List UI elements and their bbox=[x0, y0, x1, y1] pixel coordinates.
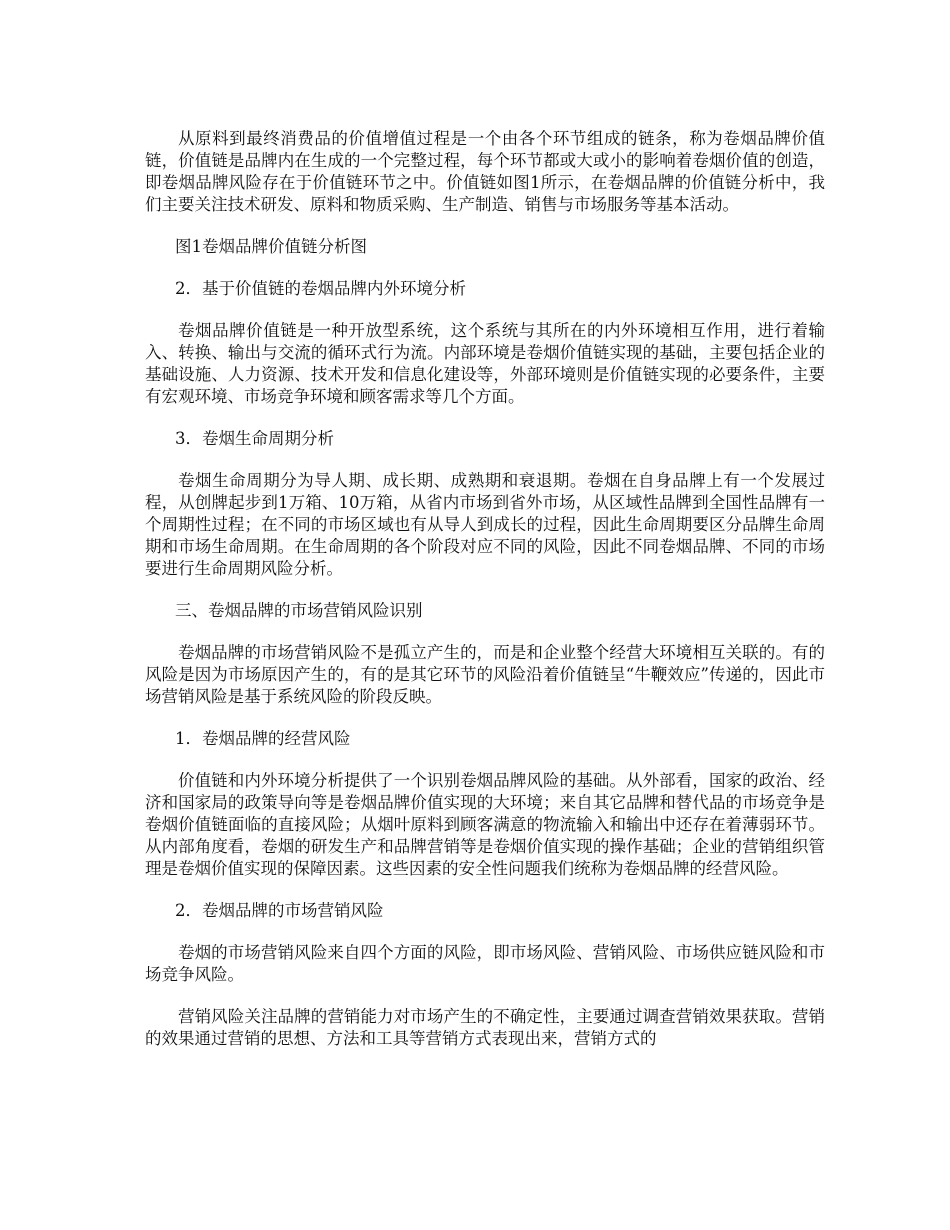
paragraph-marketing-risk: 卷烟的市场营销风险来自四个方面的风险，即市场风险、营销风险、市场供应链风险和市场竞争风险。 bbox=[145, 943, 825, 984]
figure-caption: 图1卷烟品牌价值链分析图 bbox=[175, 237, 367, 256]
paragraph-environment: 卷烟品牌价值链是一种开放型系统，这个系统与其所在的内外环境相互作用，进行着输入、转换、输出与交流的循环式行为流。内部环境是卷烟价值链实现的基础，主要包括企业的基础设施、人力资源、技术开发和信息化建设等，外部环境则是价值链实现的必要条件，主要有宏观环境、市场竞争环境和顾客需求等几个方面。 bbox=[145, 321, 825, 406]
section-heading-environment: 2．基于价值链的卷烟品牌内外环境分析 bbox=[175, 279, 466, 298]
section-heading-risk-identification: 三、卷烟品牌的市场营销风险识别 bbox=[175, 601, 423, 620]
section-heading-marketing-risk: 2．卷烟品牌的市场营销风险 bbox=[175, 901, 384, 920]
paragraph-lifecycle: 卷烟生命周期分为导人期、成长期、成熟期和衰退期。卷烟在自身品牌上有一个发展过程，从创牌起步到1万箱、10万箱，从省内市场到省外市场，从区域性品牌到全国性品牌有一个周期性过程；在不同的市场区域也有从导人到成长的过程，因此生命周期要区分品牌生命周期和市场生命周期。在生命周期的各个阶段对应不同的风险，因此不同卷烟品牌、不同的市场要进行生命周期风险分析。 bbox=[145, 471, 825, 578]
paragraph-operating-risk: 价值链和内外环境分析提供了一个识别卷烟品牌风险的基础。从外部看，国家的政治、经济和国家局的政策导向等是卷烟品牌价值实现的大环境；来自其它品牌和替代品的市场竞争是卷烟价值链面临的直接风险；从烟叶原料到顾客满意的物流输入和输出中还存在着薄弱环节。从内部角度看，卷烟的研发生产和品牌营销等是卷烟价值实现的操作基础；企业的营销组织管理是卷烟价值实现的保障因素。这些因素的安全性问题我们统称为卷烟品牌的经营风险。 bbox=[145, 771, 825, 878]
paragraph-value-chain: 从原料到最终消费品的价值增值过程是一个由各个环节组成的链条，称为卷烟品牌价值链，价值链是品牌内在生成的一个完整过程，每个环节都或大或小的影响着卷烟价值的创造，即卷烟品牌风险存在于价值链环节之中。价值链如图1所示，在卷烟品牌的价值链分析中，我们主要关注技术研发、原料和物质采购、生产制造、销售与市场服务等基本活动。 bbox=[145, 129, 825, 214]
paragraph-risk-identification: 卷烟品牌的市场营销风险不是孤立产生的，而是和企业整个经营大环境相互关联的。有的风险是因为市场原因产生的，有的是其它环节的风险沿着价值链呈“牛鞭效应”传递的，因此市场营销风险是基于系统风险的阶段反映。 bbox=[145, 643, 825, 706]
section-heading-lifecycle: 3．卷烟生命周期分析 bbox=[175, 429, 334, 448]
document-body bbox=[145, 128, 825, 1050]
paragraph-marketing-effect: 营销风险关注品牌的营销能力对市场产生的不确定性，主要通过调查营销效果获取。营销的效果通过营销的思想、方法和工具等营销方式表现出来，营销方式的 bbox=[145, 1007, 825, 1048]
section-heading-operating-risk: 1．卷烟品牌的经营风险 bbox=[175, 729, 351, 748]
